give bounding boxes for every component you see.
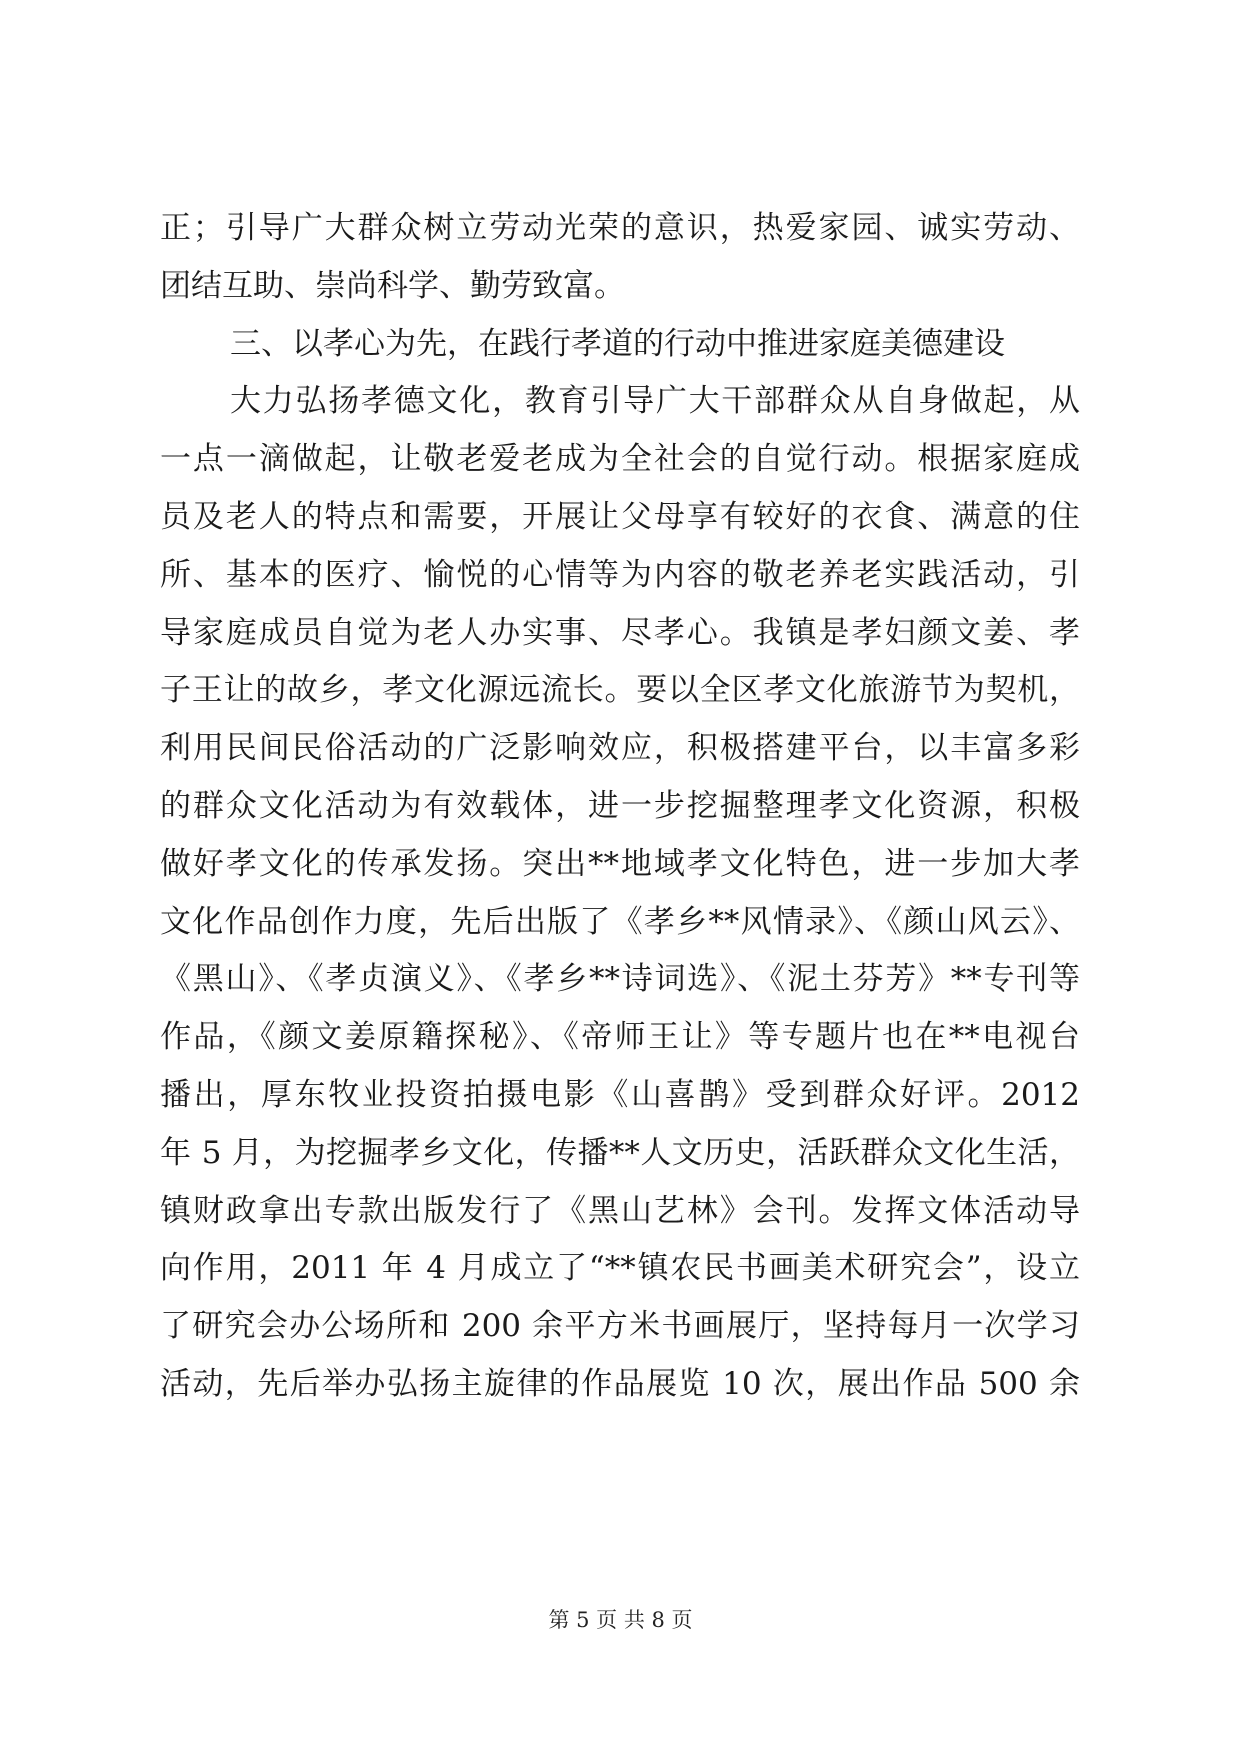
section-heading: 三、以孝心为先，在践行孝道的行动中推进家庭美德建设 bbox=[230, 325, 1005, 362]
text-line: 一点一滴做起，让敬老爱老成为全社会的自觉行动。根据家庭成 bbox=[160, 441, 1080, 478]
text-line: 作品，《颜文姜原籍探秘》、《帝师王让》等专题片也在**电视台 bbox=[160, 1019, 1080, 1056]
text-line: 做好孝文化的传承发扬。突出**地域孝文化特色，进一步加大孝 bbox=[160, 845, 1080, 882]
text-line: 导家庭成员自觉为老人办实事、尽孝心。我镇是孝妇颜文姜、孝 bbox=[160, 614, 1080, 651]
text-line: 子王让的故乡，孝文化源远流长。要以全区孝文化旅游节为契机， bbox=[160, 672, 1080, 709]
text-line: 向作用，2011 年 4 月成立了“**镇农民书画美术研究会”，设立 bbox=[160, 1250, 1080, 1287]
text-line: 所、基本的医疗、愉悦的心情等为内容的敬老养老实践活动，引 bbox=[160, 556, 1080, 593]
paragraph-first-line: 大力弘扬孝德文化，教育引导广大干部群众从自身做起，从 bbox=[230, 383, 1080, 420]
text-line: 了研究会办公场所和 200 余平方米书画展厅，坚持每月一次学习 bbox=[160, 1308, 1080, 1345]
page-number-footer: 第 5 页 共 8 页 bbox=[548, 1608, 693, 1632]
text-line: 年 5 月，为挖掘孝乡文化，传播**人文历史，活跃群众文化生活， bbox=[160, 1134, 1080, 1171]
text-line: 利用民间民俗活动的广泛影响效应，积极搭建平台，以丰富多彩 bbox=[160, 730, 1080, 767]
text-line: 镇财政拿出专款出版发行了《黑山艺林》会刊。发挥文体活动导 bbox=[160, 1192, 1080, 1229]
text-line: 的群众文化活动为有效载体，进一步挖掘整理孝文化资源，积极 bbox=[160, 787, 1080, 824]
text-line: 文化作品创作力度，先后出版了《孝乡**风情录》、《颜山风云》、 bbox=[160, 903, 1080, 940]
text-line: 团结互助、崇尚科学、勤劳致富。 bbox=[160, 267, 625, 304]
text-line: 活动，先后举办弘扬主旋律的作品展览 10 次，展出作品 500 余 bbox=[160, 1365, 1080, 1402]
text-line: 《黑山》、《孝贞演义》、《孝乡**诗词选》、《泥土芬芳》**专刊等 bbox=[160, 961, 1080, 998]
text-line: 正；引导广大群众树立劳动光荣的意识，热爱家园、诚实劳动、 bbox=[160, 210, 1080, 246]
text-line: 员及老人的特点和需要，开展让父母享有较好的衣食、满意的住 bbox=[160, 498, 1080, 535]
document-body bbox=[160, 200, 1080, 1414]
text-line: 播出，厚东牧业投资拍摄电影《山喜鹊》受到群众好评。2012 bbox=[160, 1076, 1080, 1113]
